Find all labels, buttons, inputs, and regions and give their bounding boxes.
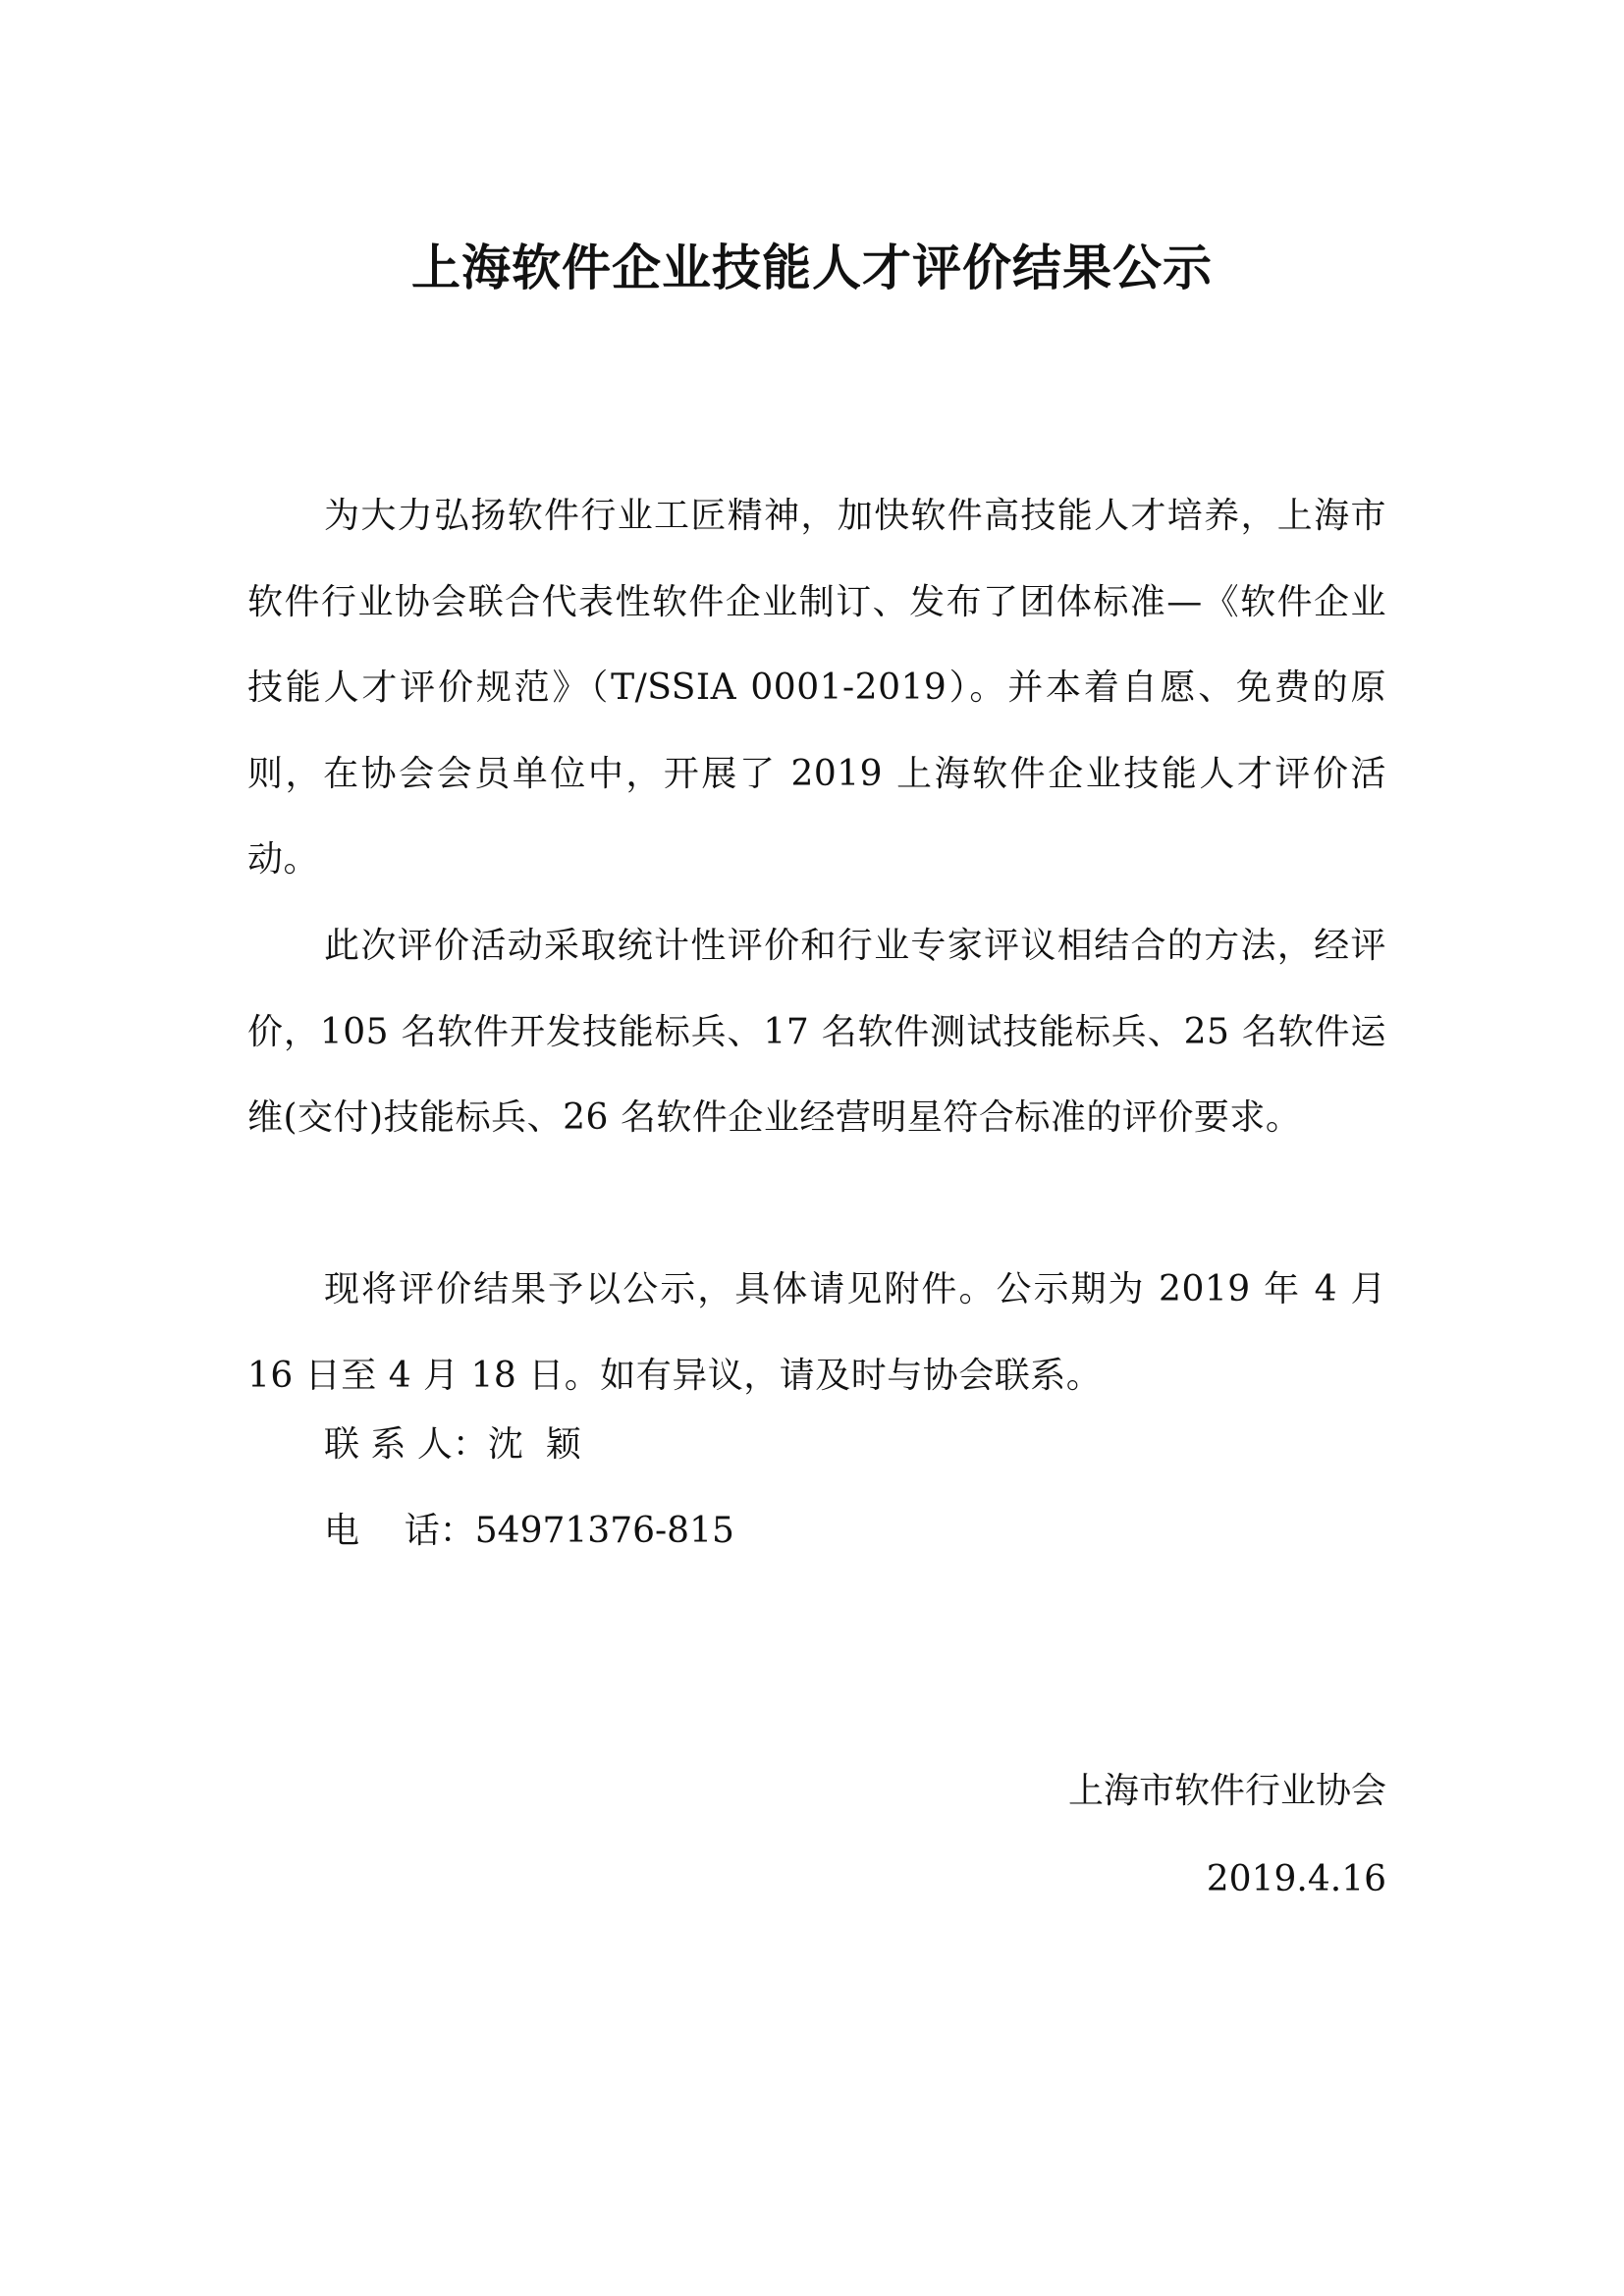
contact-phone-label: 电 话：: [324, 1511, 475, 1551]
paragraph-publicity: 现将评价结果予以公示，具体请见附件。公示期为 2019 年 4 月 16 日至 4 月 18 日。如有异议，请及时与协会联系。: [247, 1269, 1386, 1396]
signature-organization: 上海市软件行业协会: [1067, 1771, 1386, 1811]
contact-phone-line: [324, 1507, 734, 1556]
paragraph-intro: 为大力弘扬软件行业工匠精神，加快软件高技能人才培养，上海市软件行业协会联合代表性软件企业制订、发布了团体标准—《软件企业技能人才评价规范》（T/SSIA 0001-2019）。并本着自愿、免费的原则，在协会会员单位中，开展了 2019 上海软件企业技能人才评价活动。: [247, 496, 1386, 880]
contact-person-name: 沈 颖: [487, 1424, 581, 1465]
paragraph-evaluation: 此次评价活动采取统计性评价和行业专家评议相结合的方法，经评价，105 名软件开发技能标兵、17 名软件测试技能标兵、25 名软件运维(交付)技能标兵、26 名软件企业经营明星符合标准的评价要求。: [247, 926, 1386, 1138]
contact-person-line: [324, 1420, 581, 1469]
contact-phone-number: 54971376-815: [474, 1511, 734, 1551]
contact-person-label: 联 系 人：: [324, 1424, 488, 1465]
signature-date: 2019.4.16: [1206, 1859, 1386, 1899]
document-title: 上海软件企业技能人才评价结果公示: [411, 240, 1213, 296]
